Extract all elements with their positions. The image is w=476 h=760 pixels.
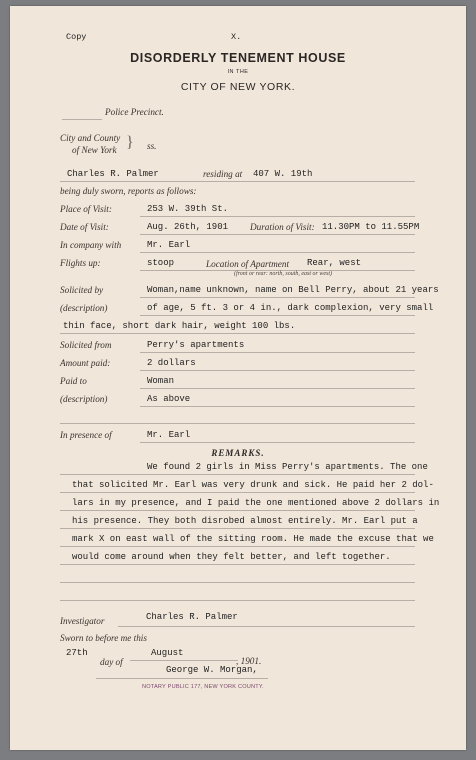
amount-label: Amount paid: [60,358,111,368]
day-of-label: day of [100,657,123,667]
sworn-label: being duly sworn, reports as follows: [60,186,197,196]
date-label: Date of Visit: [60,222,109,232]
remarks-line: would come around when they felt better, and left together. [72,552,391,562]
remarks-line: lars in my presence, and I paid the one mentioned above 2 dollars in [72,498,440,508]
presence-label: In presence of [60,430,112,440]
ss-label: ss. [147,141,157,151]
investigator-value: Charles R. Palmer [146,612,238,622]
solicited-by-line: Woman,name unknown, name on Bell Perry, about 21 years [147,285,439,295]
description-label: (description) [60,303,108,313]
remarks-heading: REMARKS. [211,448,265,458]
solicited-by-line: of age, 5 ft. 3 or 4 in., dark complexion, very small [147,303,434,313]
solicited-from-value: Perry's apartments [147,340,245,350]
duration-value: 11.30PM to 11.55PM [322,222,420,232]
investigator-label: Investigator [60,616,105,626]
copy-label: Copy [66,32,87,42]
place-label: Place of Visit: [60,204,112,214]
solicited-by-label: Solicited by [60,285,104,295]
paid-to-value: Woman [147,376,175,386]
sworn-before-label: Sworn to before me this [60,633,147,643]
city-county-label-1: City and County [60,133,121,143]
paid-desc-label: (description) [60,394,108,404]
city-title: CITY OF NEW YORK. [180,81,296,93]
remarks-line: We found 2 girls in Miss Perry's apartments. The one [147,462,428,472]
x-mark: X. [231,32,242,42]
sworn-year: , 1901. [236,656,262,666]
sworn-month: August [151,648,184,658]
company-label: In company with [60,240,122,250]
amount-value: 2 dollars [147,358,196,368]
flights-value: stoop [147,258,175,268]
flights-label: Flights up: [60,258,101,268]
paid-desc-value: As above [147,394,191,404]
notary-stamp: NOTARY PUBLIC 177, NEW YORK COUNTY. [142,684,264,690]
location-value: Rear, west [307,258,362,268]
location-hint: (front or rear: north, south, east or west) [234,271,333,277]
reporter-name: Charles R. Palmer [67,169,159,179]
bracket-mark: } [126,134,134,151]
form-title: DISORDERLY TENEMENT HOUSE [130,51,346,65]
residing-value: 407 W. 19th [253,169,313,179]
form-sheet [10,6,466,750]
solicited-from-label: Solicited from [60,340,112,350]
presence-value: Mr. Earl [147,430,191,440]
solicited-by-line: thin face, short dark hair, weight 100 lbs. [63,321,296,331]
in-the-label: IN THE [227,69,249,75]
remarks-line: that solicited Mr. Earl was very drunk and sick. He paid her 2 dol- [72,480,434,490]
residing-label: residing at [203,169,243,179]
remarks-line: his presence. They both disrobed almost entirely. Mr. Earl put a [72,516,418,526]
duration-label: Duration of Visit: [250,222,315,232]
city-county-label-2: of New York [72,145,117,155]
date-value: Aug. 26th, 1901 [147,222,229,232]
location-label: Location of Apartment [206,259,290,269]
police-precinct-label: Police Precinct. [105,107,164,117]
sworn-day: 27th [66,648,88,658]
notary-name: George W. Morgan, [166,665,258,675]
remarks-line: mark X on east wall of the sitting room. He made the excuse that we [72,534,434,544]
place-value: 253 W. 39th St. [147,204,229,214]
company-value: Mr. Earl [147,240,191,250]
paid-to-label: Paid to [60,376,87,386]
